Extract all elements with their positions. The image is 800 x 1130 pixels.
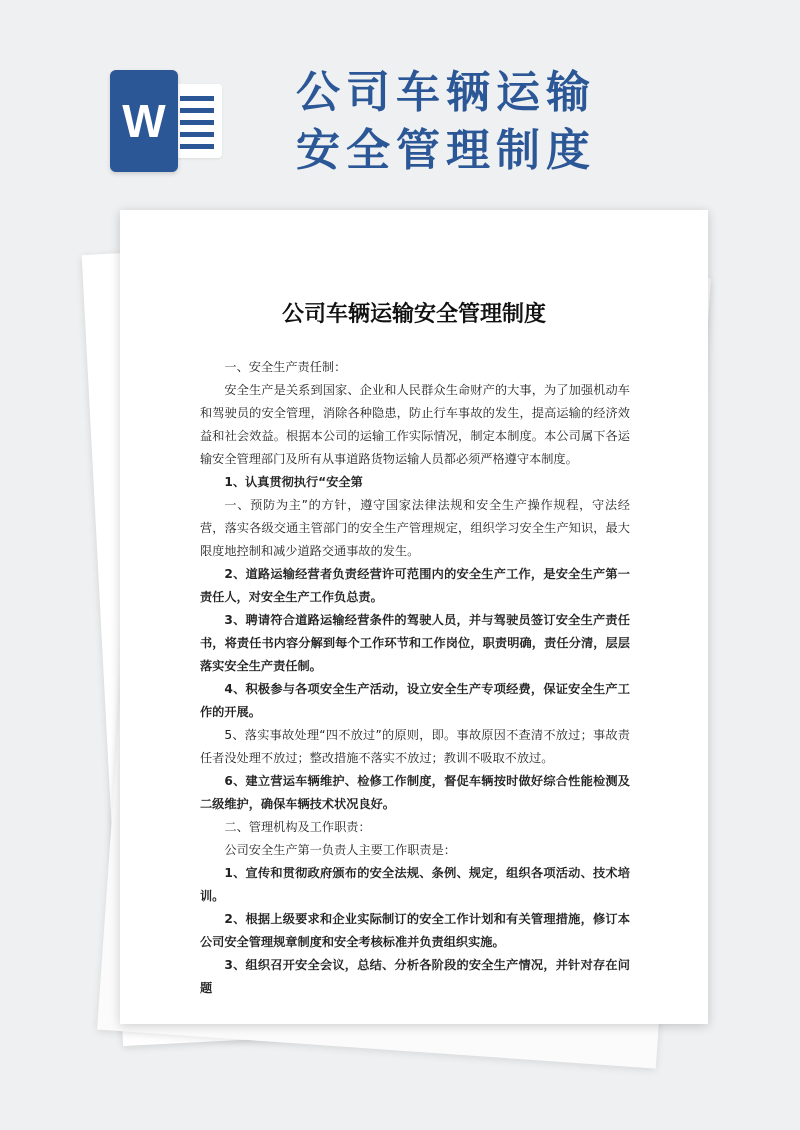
- paragraph: 4、积极参与各项安全生产活动，设立安全生产专项经费，保证安全生产工作的开展。: [200, 682, 630, 719]
- word-logo-letter: W: [122, 95, 166, 147]
- document-body: [200, 356, 630, 1000]
- document-title: 公司车辆运输安全管理制度: [281, 302, 546, 327]
- banner-title-line-1: 公司车辆运输: [296, 67, 596, 118]
- paragraph: 1、宣传和贯彻政府颁布的安全法规、条例、规定，组织各项活动、技术培训。: [200, 866, 630, 903]
- paragraph: 3、组织召开安全会议，总结、分析各阶段的安全生产情况，并针对存在问题: [200, 958, 630, 995]
- word-logo-tile: [110, 70, 178, 172]
- section-heading: 二、管理机构及工作职责：: [224, 820, 371, 834]
- paragraph: 公司安全生产第一负责人主要工作职责是：: [224, 843, 456, 857]
- section-heading: 一、安全生产责任制：: [224, 360, 347, 374]
- paragraph: 6、建立营运车辆维护、检修工作制度，督促车辆按时做好综合性能检测及二级维护，确保车辆技术状况良好。: [200, 774, 630, 811]
- banner-title-line-2: 安全管理制度: [296, 125, 596, 176]
- word-app-icon: [110, 70, 230, 172]
- document-page: [120, 210, 708, 1024]
- paragraph: 一、预防为主”的方针，遵守国家法律法规和安全生产操作规程，守法经营，落实各级交通主管部门的安全生产管理规定，组织学习安全生产知识，最大限度地控制和减少道路交通事故的发生。: [200, 498, 630, 558]
- paragraph: 5、落实事故处理“四不放过”的原则，即。事故原因不查清不放过；事故责任者没处理不放过；整改措施不落实不放过；教训不吸取不放过。: [200, 728, 630, 765]
- paragraph: 2、道路运输经营者负责经营许可范围内的安全生产工作，是安全生产第一责任人，对安全生产工作负总责。: [200, 567, 630, 604]
- paragraph: 1、认真贯彻执行“安全第: [224, 475, 363, 489]
- paragraph: 3、聘请符合道路运输经营条件的驾驶人员，并与驾驶员签订安全生产责任书，将责任书内容分解到每个工作环节和工作岗位，职责明确，责任分清，层层落实安全生产责任制。: [200, 613, 630, 673]
- paragraph: 安全生产是关系到国家、企业和人民群众生命财产的大事，为了加强机动车和驾驶员的安全管理，消除各种隐患，防止行车事故的发生，提高运输的经济效益和社会效益。根据本公司的运输工作实际情况，制定本制度。本公司属下各运输安全管理部门及所有从事道路货物运输人员都必须严格遵守本制度。: [200, 383, 630, 466]
- paragraph: 2、根据上级要求和企业实际制订的安全工作计划和有关管理措施，修订本公司安全管理规章制度和安全考核标准并负责组织实施。: [200, 912, 630, 949]
